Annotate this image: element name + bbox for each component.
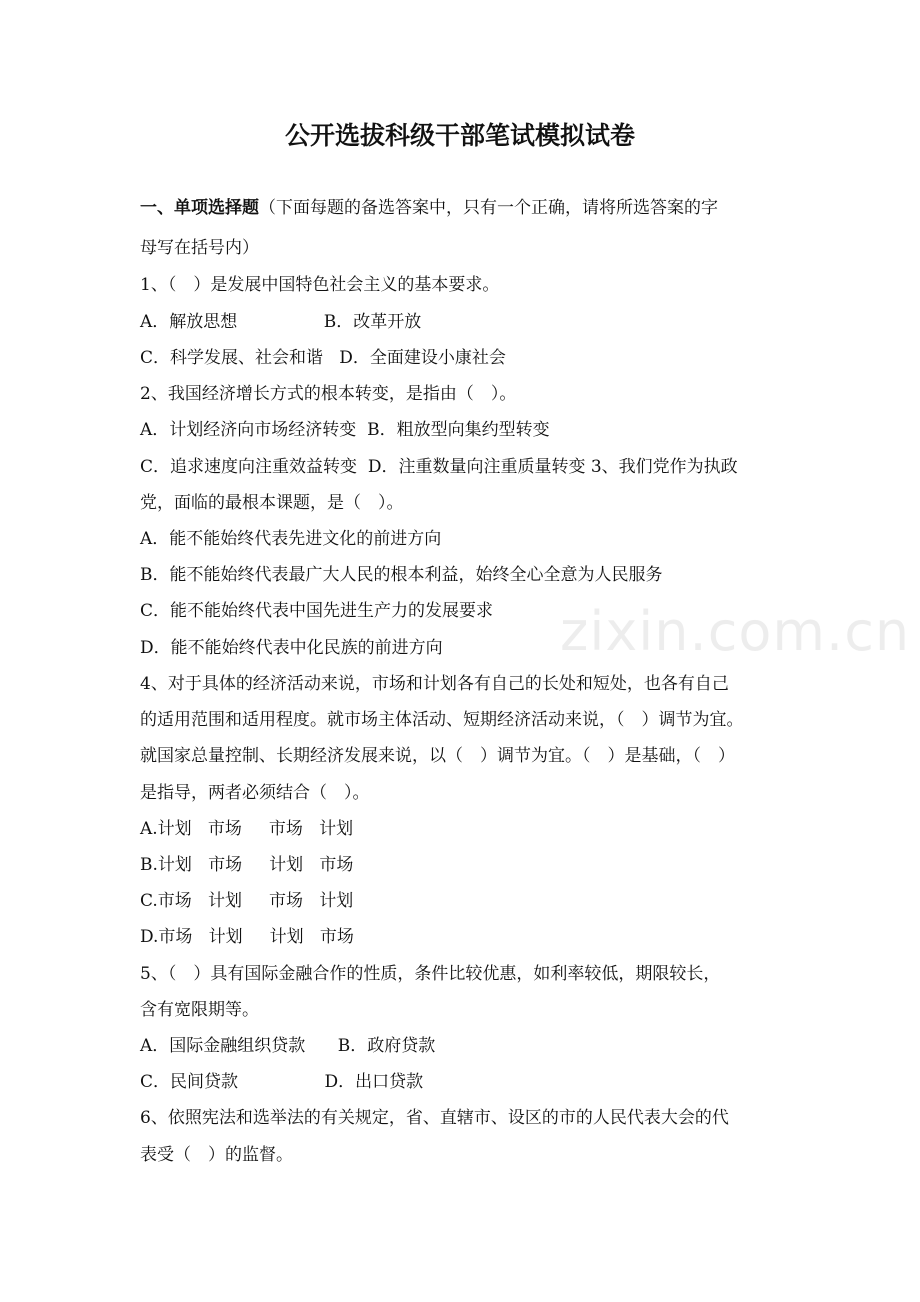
question-line: 2、我国经济增长方式的根本转变，是指由（ ）。: [140, 384, 517, 404]
question-line: 就国家总量控制、长期经济发展来说，以（ ）调节为宜。（ ）是基础，（ ）: [140, 746, 735, 766]
question-line: 含有宽限期等。: [140, 1000, 259, 1020]
option-line: B．能不能始终代表最广大人民的根本利益，始终全心全意为人民服务: [140, 565, 663, 585]
question-line: 6、依照宪法和选举法的有关规定，省、直辖市、设区的市的人民代表大会的代: [140, 1108, 729, 1128]
option-line: A．解放思想 B．改革开放: [140, 312, 422, 332]
document-title: 公开选拔科级干部笔试模拟试卷: [284, 121, 635, 150]
option-line: C．追求速度向注重效益转变 D．注重数量向注重质量转变 3、我们党作为执政: [140, 457, 738, 477]
option-line: A.计划 市场 市场 计划: [140, 819, 354, 839]
option-line: C.市场 计划 市场 计划: [140, 891, 354, 911]
section-note: （下面每题的备选答案中，只有一个正确，请将所选答案的字: [259, 198, 718, 218]
question-line: 党，面临的最根本课题，是（ ）。: [140, 493, 404, 513]
option-line: D.市场 计划 计划 市场: [140, 927, 354, 947]
question-line: 1、（ ）是发展中国特色社会主义的基本要求。: [140, 275, 500, 295]
section-heading: [140, 196, 718, 220]
option-line: C．科学发展、社会和谐 D．全面建设小康社会: [140, 348, 506, 368]
section-note-continued: 母写在括号内）: [140, 238, 259, 258]
question-line: 4、对于具体的经济活动来说，市场和计划各有自己的长处和短处，也各有自己: [140, 674, 729, 694]
section-label: 一、单项选择题: [140, 198, 259, 218]
option-line: B.计划 市场 计划 市场: [140, 855, 354, 875]
option-line: D．能不能始终代表中化民族的前进方向: [140, 638, 443, 658]
question-line: 表受（ ）的监督。: [140, 1145, 293, 1165]
option-line: A．能不能始终代表先进文化的前进方向: [140, 529, 442, 549]
question-line: 的适用范围和适用程度。就市场主体活动、短期经济活动来说，（ ）调节为宜。: [140, 710, 744, 730]
option-line: C．民间贷款 D．出口贷款: [140, 1072, 424, 1092]
question-line: 5、（ ）具有国际金融合作的性质，条件比较优惠，如利率较低，期限较长，: [140, 964, 721, 984]
option-line: A．计划经济向市场经济转变 B．粗放型向集约型转变: [140, 420, 550, 440]
question-line: 是指导，两者必须结合（ ）。: [140, 783, 370, 803]
option-line: C．能不能始终代表中国先进生产力的发展要求: [140, 601, 494, 621]
option-line: A．国际金融组织贷款 B．政府贷款: [140, 1036, 436, 1056]
watermark: zixin.com.cn: [560, 600, 911, 663]
